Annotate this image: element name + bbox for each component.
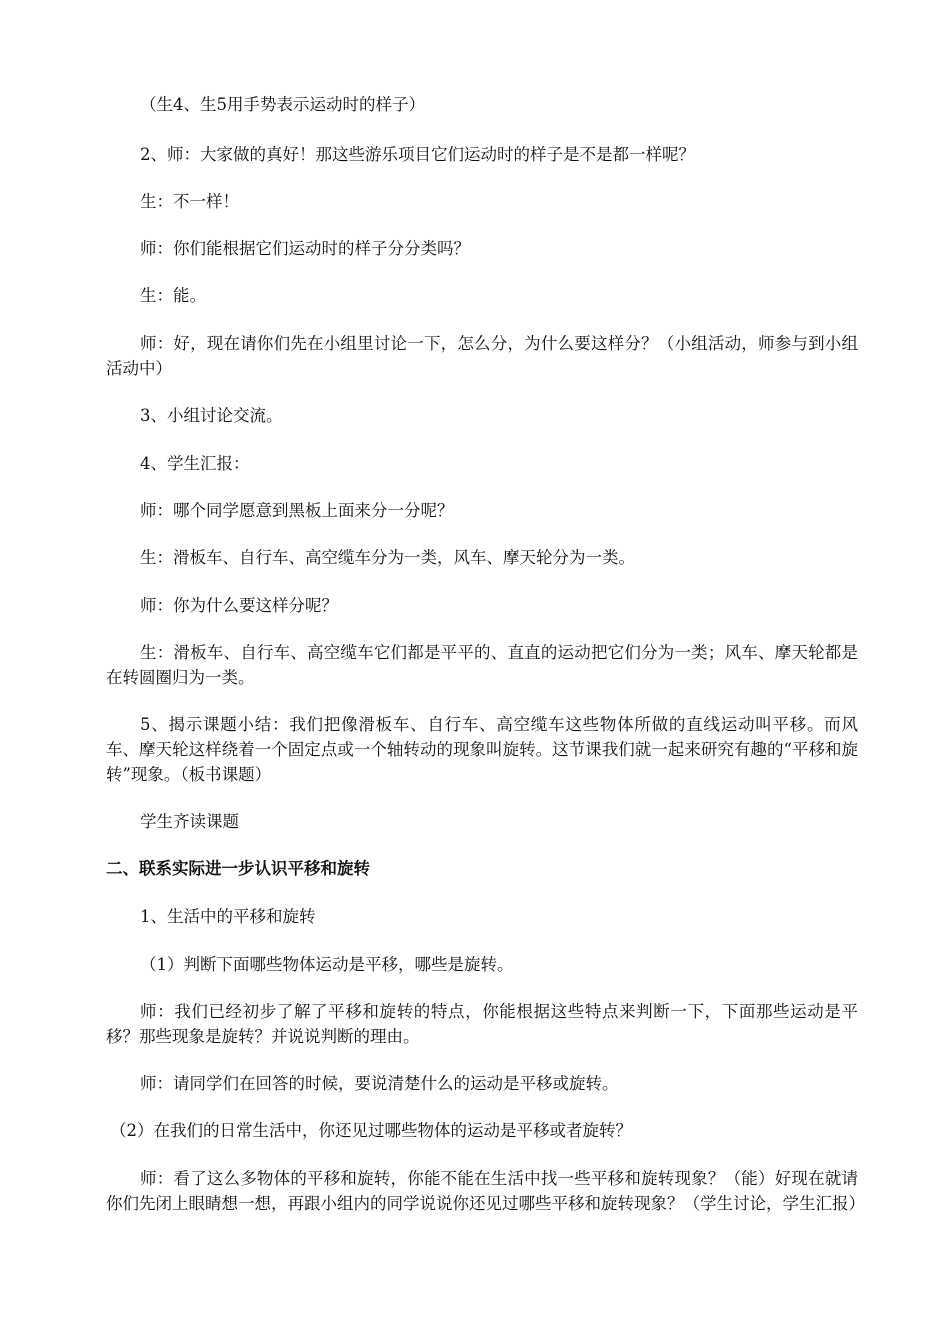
paragraph-20: （2）在我们的日常生活中，你还见过哪些物体的运动是平移或者旋转？ (110, 1121, 632, 1140)
paragraph-18: 师：我们已经初步了解了平移和旋转的特点，你能根据这些特点来判断一下，下面那些运动是平移？那些现象是旋转？并说说判断的理由。 (106, 1002, 858, 1046)
paragraph-11: 师：你为什么要这样分呢？ (140, 596, 338, 615)
paragraph-5: 生：能。 (140, 286, 206, 305)
section-heading: 二、联系实际进一步认识平移和旋转 (106, 859, 370, 878)
paragraph-2: 2、师：大家做的真好！那这些游乐项目它们运动时的样子是不是都一样呢？ (140, 145, 695, 164)
paragraph-13: 5、揭示课题小结：我们把像滑板车、自行车、高空缆车这些物体所做的直线运动叫平移。而风车、摩天轮这样绕着一个固定点或一个轴转动的现象叫旋转。这节课我们就一起来研究有趣的“平移和旋转”现象。（板书课题） (106, 715, 858, 784)
paragraph-7: 3、小组讨论交流。 (140, 406, 283, 425)
paragraph-12: 生：滑板车、自行车、高空缆车它们都是平平的、直直的运动把它们分为一类；风车、摩天轮都是在转圆圈归为一类。 (106, 643, 858, 687)
paragraph-3: 生：不一样！ (140, 192, 239, 211)
paragraph-16: 1、生活中的平移和旋转 (140, 907, 316, 926)
paragraph-6: 师：好，现在请你们先在小组里讨论一下，怎么分，为什么要这样分？（小组活动，师参与到小组活动中） (106, 334, 858, 378)
paragraph-9: 师：哪个同学愿意到黑板上面来分一分呢？ (140, 501, 454, 520)
paragraph-19: 师：请同学们在回答的时候，要说清楚什么的运动是平移或旋转。 (140, 1074, 619, 1093)
paragraph-10: 生：滑板车、自行车、高空缆车分为一类，风车、摩天轮分为一类。 (140, 548, 635, 567)
paragraph-1: （生4、生5用手势表示运动时的样子） (140, 95, 425, 114)
paragraph-4: 师：你们能根据它们运动时的样子分分类吗？ (140, 239, 470, 258)
paragraph-17: （1）判断下面哪些物体运动是平移，哪些是旋转。 (140, 955, 514, 974)
paragraph-14: 学生齐读课题 (140, 812, 239, 831)
paragraph-21: 师：看了这么多物体的平移和旋转，你能不能在生活中找一些平移和旋转现象？（能）好现在就请你们先闭上眼睛想一想，再跟小组内的同学说说你还见过哪些平移和旋转现象？（学生讨论，学生汇报） (106, 1169, 865, 1213)
paragraph-8: 4、学生汇报： (140, 454, 250, 473)
